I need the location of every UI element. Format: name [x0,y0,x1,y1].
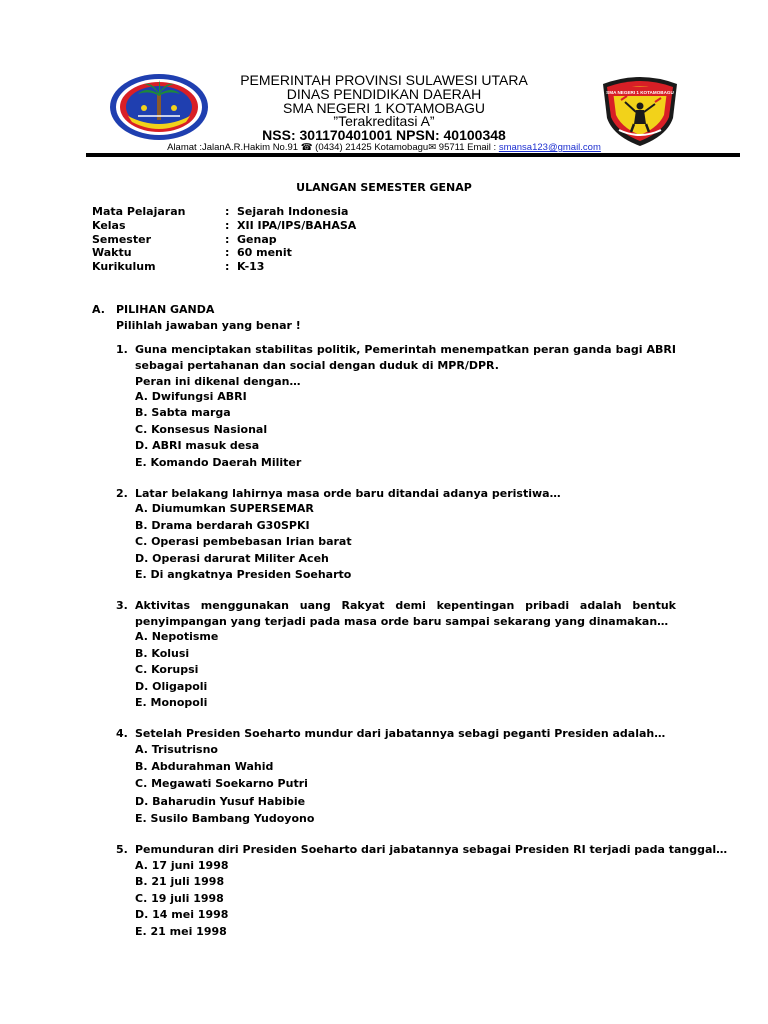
question-text: Guna menciptakan stabilitas politik, Pemerintah menempatkan peran ganda bagi ABRI sebagai pertahanan dan social dengan duduk di MPR/DPR. [135,343,676,372]
answer-option[interactable]: E. 21 mei 1998 [135,925,227,938]
answer-option[interactable]: E. Komando Daerah Militer [135,456,302,469]
meta-label: Waktu [92,246,132,259]
letterhead-address [0,142,768,153]
meta-value: K-13 [237,260,265,273]
question-number: 5. [116,843,128,856]
meta-colon: : [225,219,230,232]
question-number: 4. [116,727,128,740]
meta-label: Kurikulum [92,260,156,273]
answer-option[interactable]: C. Operasi pembebasan Irian barat [135,535,352,548]
question-subtext: Peran ini dikenal dengan… [135,375,301,388]
section-title: PILIHAN GANDA [116,303,215,316]
answer-option[interactable]: D. Operasi darurat Militer Aceh [135,552,329,565]
answer-option[interactable]: A. Dwifungsi ABRI [135,390,247,403]
section-letter: A. [92,303,105,316]
meta-value: Genap [237,233,277,246]
meta-colon: : [225,233,230,246]
meta-label: Semester [92,233,151,246]
letterhead-school-name: SMA NEGERI 1 KOTAMOBAGU [282,100,485,116]
meta-colon: : [225,205,230,218]
answer-option[interactable]: A. Trisutrisno [135,743,218,756]
answer-option[interactable]: D. Baharudin Yusuf Habibie [135,795,306,808]
answer-option[interactable]: E. Susilo Bambang Yudoyono [135,812,315,825]
meta-value: XII IPA/IPS/BAHASA [237,219,357,232]
answer-option[interactable]: C. Korupsi [135,663,199,676]
shield-banner-text: SMA NEGERI 1 KOTAMOBAGU [606,90,674,95]
answer-option[interactable]: D. 14 mei 1998 [135,908,229,921]
answer-option[interactable]: B. Abdurahman Wahid [135,760,274,773]
answer-option[interactable]: E. Di angkatnya Presiden Soeharto [135,568,352,581]
section-instruction: Pilihlah jawaban yang benar ! [116,319,301,332]
meta-label: Kelas [92,219,126,232]
answer-option[interactable]: B. Kolusi [135,647,190,660]
answer-option[interactable]: A. Nepotisme [135,630,219,643]
question-number: 3. [116,599,128,612]
letterhead-province: PEMERINTAH PROVINSI SULAWESI UTARA [240,72,528,88]
answer-option[interactable]: E. Monopoli [135,696,208,709]
meta-colon: : [225,260,230,273]
email-link[interactable]: smansa123@gmail.com [498,142,601,153]
question-number: 2. [116,487,128,500]
address-text: Alamat :JalanA.R.Hakim No.91 ☎ (0434) 21425 Kotamobagu✉ 95711 Email : [167,142,499,153]
letterhead-divider [86,153,740,157]
answer-option[interactable]: C. Megawati Soekarno Putri [135,777,308,790]
meta-value: 60 menit [237,246,292,259]
answer-option[interactable]: B. Sabta marga [135,406,231,419]
answer-option[interactable]: B. Drama berdarah G30SPKI [135,519,310,532]
answer-option[interactable]: D. ABRI masuk desa [135,439,260,452]
letterhead-department: DINAS PENDIDIKAN DAERAH [286,86,482,102]
question-text: Pemunduran diri Presiden Soeharto dari jabatannya sebagai Presiden RI terjadi pada tanggal… [135,843,728,856]
question-text: Aktivitas menggunakan uang Rakyat demi kepentingan pribadi adalah bentuk penyimpangan yang terjadi pada masa orde baru sampai sekarang yang dinamakan… [135,599,676,628]
meta-value: Sejarah Indonesia [237,205,349,218]
answer-option[interactable]: D. Oligapoli [135,680,208,693]
question-number: 1. [116,343,128,356]
question-text: Setelah Presiden Soeharto mundur dari jabatannya sebagi peganti Presiden adalah… [135,727,666,740]
exam-title: ULANGAN SEMESTER GENAP [296,181,472,194]
question-text: Latar belakang lahirnya masa orde baru ditandai adanya peristiwa… [135,487,561,500]
answer-option[interactable]: A. Diumumkan SUPERSEMAR [135,502,314,515]
answer-option[interactable]: B. 21 juli 1998 [135,875,225,888]
letterhead-accreditation: ”Terakreditasi A” [333,113,435,129]
answer-option[interactable]: C. Konsesus Nasional [135,423,268,436]
letterhead-school-ids: NSS: 301170401001 NPSN: 40100348 [262,127,506,143]
meta-colon: : [225,246,230,259]
answer-option[interactable]: A. 17 juni 1998 [135,859,229,872]
answer-option[interactable]: C. 19 juli 1998 [135,892,224,905]
meta-label: Mata Pelajaran [92,205,186,218]
